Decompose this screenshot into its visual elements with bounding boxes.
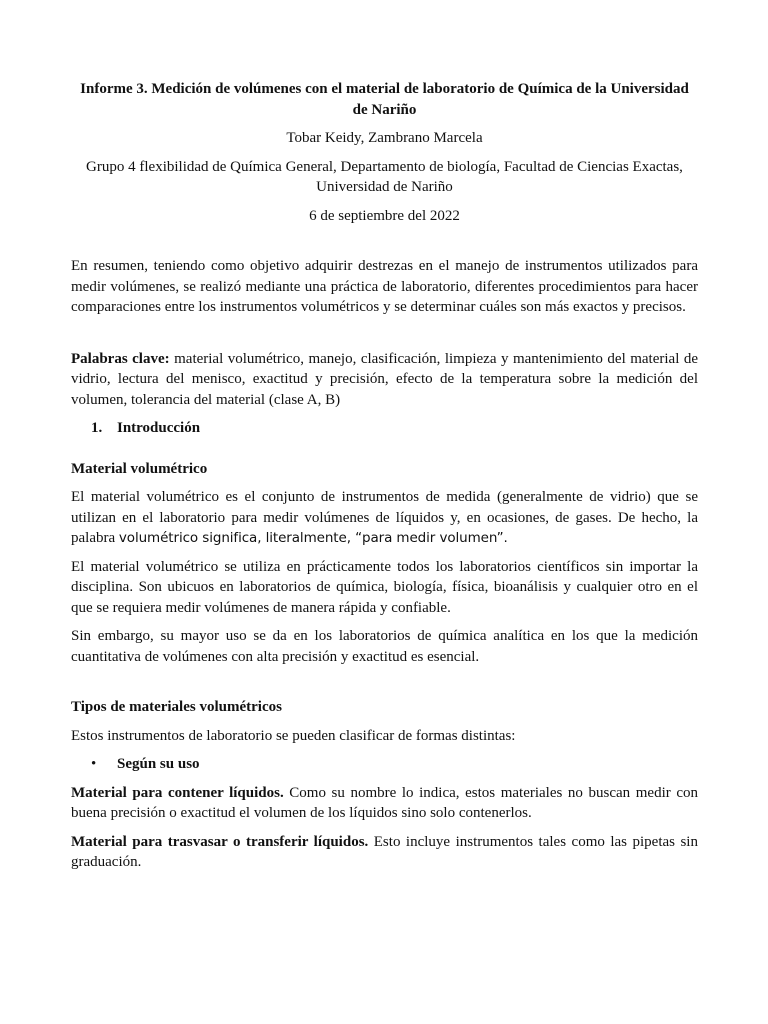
keywords-label: Palabras clave: (71, 350, 170, 367)
paragraph-definicion-text: El material volumétrico es el conjunto de instrumentos de medida (generalmente de vidrio) que se utilizan en el laboratorio para medir volúmenes de líquidos y, en ocasiones, de gases. De hecho, la palabra (71, 489, 698, 546)
contener-label: Material para contener líquidos. (71, 784, 284, 801)
document-page (71, 79, 698, 881)
section-title: Introducción (117, 420, 201, 436)
paragraph-definicion (71, 487, 698, 549)
keywords-paragraph (71, 349, 698, 411)
bullet-dot-icon: • (91, 756, 97, 772)
paragraph-clasificacion-intro: Estos instrumentos de laboratorio se pueden clasificar de formas distintas: (71, 727, 516, 744)
paragraph-contener (71, 783, 698, 824)
keywords-text: material volumétrico, manejo, clasificación, limpieza y mantenimiento del material de vidrio, lectura del menisco, exactitud y precisión, efecto de la temperatura sobre la medición del volumen, tolerancia del material (clase A, B) (71, 350, 698, 408)
paragraph-quimica-analitica: Sin embargo, su mayor uso se da en los laboratorios de química analítica en los que la medición cuantitativa de volúmenes con alta precisión y exactitud es esencial. (71, 628, 698, 665)
bullet-segun-su-uso (91, 754, 698, 775)
contener-text: Como su nombre lo indica, estos materiales no buscan medir con buena precisión o exactitud el volumen de los líquidos sino solo contenerlos. (71, 784, 698, 821)
subheading-tipos: Tipos de materiales volumétricos (71, 699, 282, 715)
document-title: Informe 3. Medición de volúmenes con el material de laboratorio de Química de la Universidad de Nariño (80, 81, 689, 118)
abstract-paragraph: En resumen, teniendo como objetivo adquirir destrezas en el manejo de instrumentos utilizados para medir volúmenes, se realizó mediante una práctica de laboratorio, diferentes procedimientos para hacer comparaciones entre los instrumentos volumétricos y se determinar cuáles son más exactos y precisos. (71, 258, 698, 315)
paragraph-definicion-quote: volumétrico significa, literalmente, “para medir volumen”. (118, 530, 508, 546)
affiliation-line: Grupo 4 flexibilidad de Química General, Departamento de biología, Facultad de Ciencias Exactas, Universidad de Nariño (86, 158, 683, 195)
trasvasar-text: Esto incluye instrumentos tales como las pipetas sin graduación. (71, 833, 698, 870)
paragraph-uso: El material volumétrico se utiliza en prácticamente todos los laboratorios científicos sin importar la disciplina. Son ubicuos en laboratorios de química, biología, física, bioanálisis y cualquier otro en el que se requiera medir volúmenes de manera rápida y confiable. (71, 558, 698, 616)
section-heading-introduccion (91, 418, 698, 439)
paragraph-trasvasar (71, 832, 698, 873)
authors-line: Tobar Keidy, Zambrano Marcela (286, 130, 483, 146)
trasvasar-label: Material para trasvasar o transferir líquidos. (71, 833, 369, 850)
bullet-text: Según su uso (117, 756, 200, 772)
section-number: 1. (91, 420, 103, 436)
date-line: 6 de septiembre del 2022 (309, 207, 460, 224)
subheading-material-volumetrico: Material volumétrico (71, 460, 208, 477)
